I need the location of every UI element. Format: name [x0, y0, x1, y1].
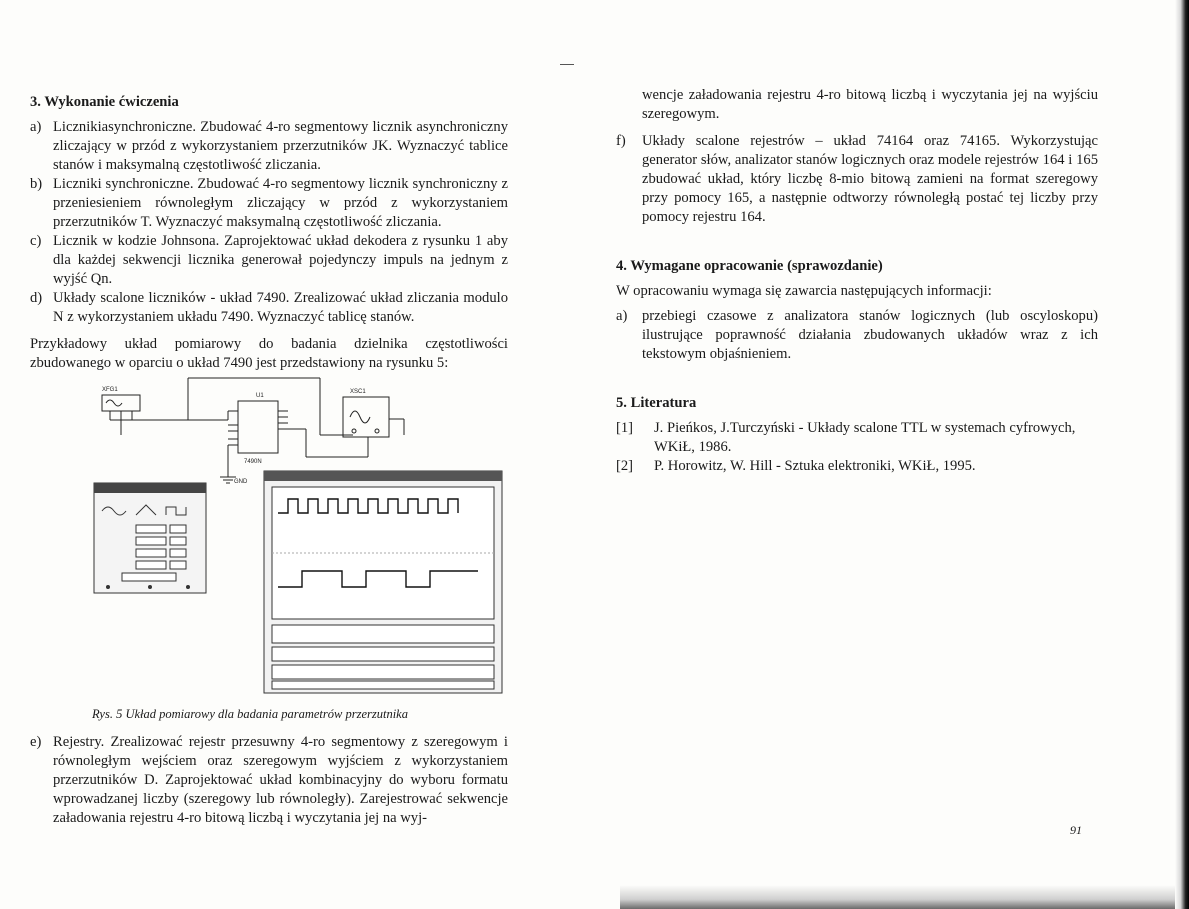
- circuit-diagram: [88, 375, 508, 695]
- scan-binding-edge: [1175, 0, 1189, 909]
- reference-1: [616, 419, 1098, 457]
- list-marker: f): [616, 133, 626, 149]
- sine-wave-icon: [106, 400, 122, 406]
- xsc-label: XSC1: [350, 389, 366, 395]
- list-item-c: [30, 232, 508, 289]
- ref-text: J. Pieńkos, J.Turczyński - Układy scalone TTL w systemach cyfrowych, WKiŁ, 1986.: [654, 420, 1076, 455]
- section-4-heading: 4. Wymagane opracowanie (sprawozdanie): [616, 258, 883, 274]
- function-generator-symbol: [102, 395, 140, 411]
- list-item-a: [30, 118, 508, 175]
- intro-paragraph: Przykładowy układ pomiarowy do badania dzielnika częstotliwości zbudowanego w oparciu o układ 7490 jest przedstawiony na rysunku 5:: [30, 336, 508, 371]
- list-text: Układy scalone liczników - układ 7490. Zrealizować układ zliczania modulo N z wykorzystaniem układu 7490. Wyznaczyć tablicę stanów.: [53, 290, 508, 325]
- figure-5: [88, 375, 508, 695]
- figure-caption: Rys. 5 Układ pomiarowy dla badania parametrów przerzutnika: [92, 707, 408, 721]
- xfg-label: XFG1: [102, 387, 118, 393]
- item-e-block: [30, 733, 508, 828]
- right-page: [590, 0, 1189, 909]
- left-page: [0, 0, 560, 909]
- list-item-b: [30, 175, 508, 232]
- reference-2: [616, 457, 1098, 476]
- list-marker: a): [30, 119, 42, 135]
- ref-marker: [1]: [616, 420, 634, 436]
- list-marker: d): [30, 290, 43, 306]
- section-4-intro: W opracowaniu wymaga się zawarcia następujących informacji:: [616, 283, 992, 299]
- function-generator-panel: [94, 483, 206, 593]
- section-4-item-a: [616, 307, 1098, 364]
- ref-text: P. Horowitz, W. Hill - Sztuka elektroniki, WKiŁ, 1995.: [654, 458, 976, 474]
- list-item-e: [30, 733, 508, 828]
- continuation-span: wencje załadowania rejestru 4-ro bitową liczbą i wyczytania jej na wyjściu szeregowym.: [642, 87, 1098, 122]
- list-text: przebiegi czasowe z analizatora stanów logicznych (lub oscyloskopu) ilustrujące poprawność działania zbudowanych układów wraz z ich tekstowym objaśnieniem.: [642, 308, 1098, 362]
- scan-mark: [560, 64, 574, 65]
- scan-shadow-bottom: [620, 885, 1189, 909]
- list-text: Rejestry. Zrealizować rejestr przesuwny 4-ro segmentowy z szeregowym i równoległym wejściem oraz szeregowym wyjściem z wykorzystaniem przerzutników D. Zaprojektować układ kombinacyjny do wyboru formatu wprowadzanej liczby (szeregowy lub równoległy). Zarejestrować sekwencje załadowania rejestru 4-ro bitową liczbą i wyczytania jej na wyj-: [53, 734, 508, 826]
- list-marker: e): [30, 734, 42, 750]
- list-item-f: [616, 132, 1098, 227]
- list-text: Liczniki synchroniczne. Zbudować 4-ro segmentowy licznik synchroniczny z przeniesieniem równoległym zliczający w przód z wykorzystaniem przerzutników T. Wyznaczyć maksymalną częstotliwość zliczania.: [53, 176, 508, 230]
- section-5-heading: 5. Literatura: [616, 395, 697, 411]
- chip-label: 7490N: [244, 459, 262, 465]
- section-3-heading: 3. Wykonanie ćwiczenia: [30, 94, 179, 110]
- continuation-text: [616, 86, 1098, 124]
- list-text: Układy scalone rejestrów – układ 74164 oraz 74165. Wykorzystując generator słów, analizator stanów logicznych oraz modele rejestrów 164 i 165 zbudować układ, który liczbę 8-mio bitową zamieni na format szeregowy przy pomocy 165, a następnie odtworzy równoległą postać tej liczby przy pomocy rejestru 164.: [642, 133, 1098, 225]
- list-item-d: [30, 289, 508, 327]
- gnd-label: GND: [234, 479, 248, 485]
- oscilloscope-panel: [264, 471, 502, 693]
- u1-label: U1: [256, 393, 264, 399]
- ref-marker: [2]: [616, 458, 634, 474]
- list-text: Licznikiasynchroniczne. Zbudować 4-ro segmentowy licznik asynchroniczny zliczający w przód z wykorzystaniem przerzutników JK. Wyznaczyć tablice stanów i maksymalną częstotliwość zliczania.: [53, 119, 508, 173]
- section-3: [30, 93, 508, 373]
- right-column: [616, 86, 1098, 476]
- ic-7490: [238, 401, 278, 453]
- list-text: Licznik w kodzie Johnsona. Zaprojektować układ dekodera z rysunku 1 aby dla każdej sekwencji licznika generował pojedynczy impuls na jednym z wyjść Qn.: [53, 233, 508, 287]
- page-number: 91: [1070, 823, 1082, 837]
- list-marker: a): [616, 308, 628, 324]
- oscilloscope-wave-icon: [350, 411, 370, 423]
- list-marker: c): [30, 233, 42, 249]
- oscilloscope-symbol: [343, 397, 389, 437]
- list-marker: b): [30, 176, 43, 192]
